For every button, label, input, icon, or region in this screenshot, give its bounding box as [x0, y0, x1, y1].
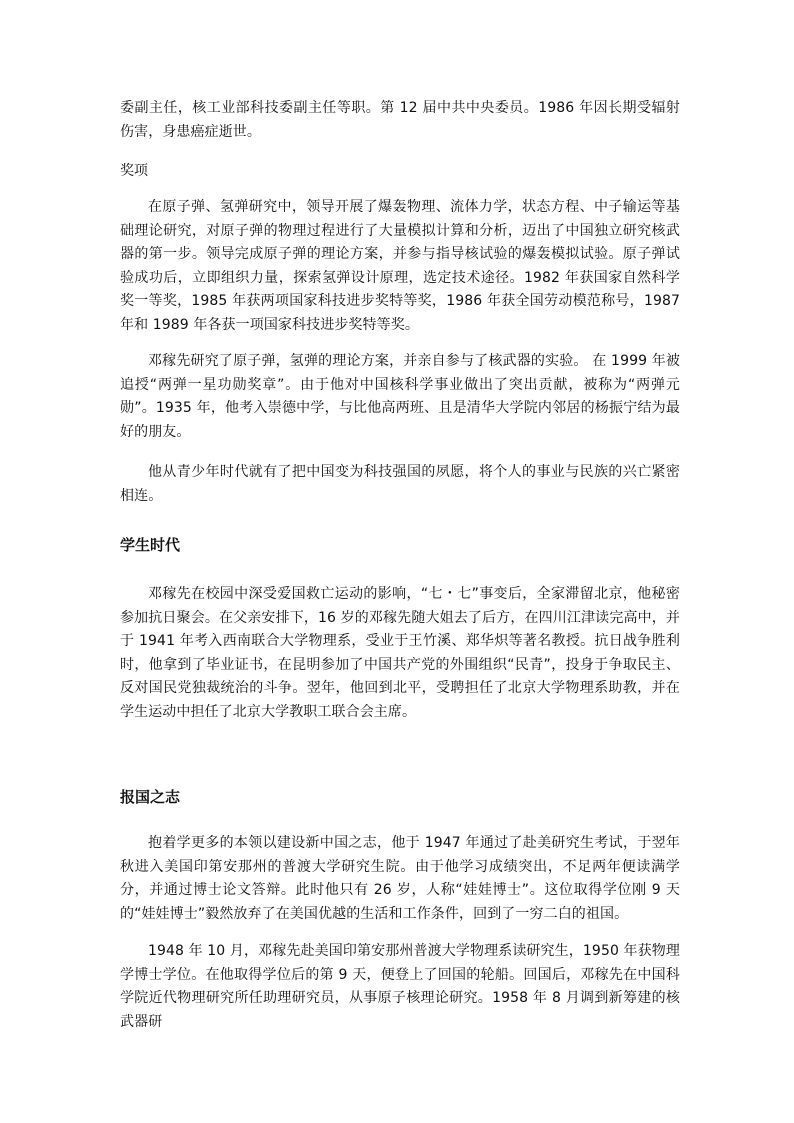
- student-era-heading: 学生时代: [120, 536, 181, 554]
- patriot-paragraph-2: 1948 年 10 月，邓稼先赴美国印第安那州普渡大学物理系读研究生，1950 年获物理学博士学位。在他取得学位后的第 9 天，便登上了回国的轮船。回国后，邓稼先在中国科学院近代物理研究所任助理研究员，从事原子核理论研究。1958 年 8 月调到新筹建的核武器研: [120, 943, 680, 1030]
- awards-paragraph-2: 邓稼先研究了原子弹，氢弹的理论方案，并亲自参与了核武器的实验。 在 1999 年被追授“两弹一星功勋奖章”。由于他对中国核科学事业做出了突出贡献，被称为“两弹元勋”。1935 年，他考入崇德中学，与比他高两班、且是清华大学院内邻居的杨振宁结为最好的朋友。: [120, 353, 680, 440]
- awards-paragraph-1: 在原子弹、氢弹研究中，领导开展了爆轰物理、流体力学，状态方程、中子输运等基础理论研究，对原子弹的物理过程进行了大量模拟计算和分析，迈出了中国独立研究核武器的第一步。领导完成原子弹的理论方案，并参与指导核试验的爆轰模拟试验。原子弹试验成功后，立即组织力量，探索氢弹设计原理，选定技术途径。1982 年获国家自然科学奖一等奖，1985 年获两项国家科技进步奖特等奖，1986 年获全国劳动模范称号，1987 年和 1989 年各获一项国家科技进步奖特等奖。: [120, 199, 680, 333]
- student-era-paragraph: 邓稼先在校园中深受爱国救亡运动的影响，“七・七”事变后，全家滞留北京，他秘密参加抗日聚会。在父亲安排下，16 岁的邓稼先随大姐去了后方，在四川江津读完高中，并于 1941 年考入西南联合大学物理系，受业于王竹溪、郑华炽等著名教授。抗日战争胜利时，他拿到了毕业证书，在昆明参加了中国共产党的外围组织“民青”，投身于争取民主、反对国民党独裁统治的斗争。翌年，他回到北平，受聘担任了北京大学物理系助教，并在学生运动中担任了北京大学教职工联合会主席。: [120, 586, 680, 720]
- awards-label: 奖项: [120, 163, 148, 179]
- patriot-paragraph-1: 抱着学更多的本领以建设新中国之志，他于 1947 年通过了赴美研究生考试，于翌年秋进入美国印第安那州的普渡大学研究生院。由于他学习成绩突出，不足两年便读满学分，并通过博士论文答辩。此时他只有 26 岁，人称“娃娃博士”。这位取得学位刚 9 天的“娃娃博士”毅然放弃了在美国优越的生活和工作条件，回到了一穷二白的祖国。: [120, 835, 680, 922]
- patriot-heading: 报国之志: [120, 788, 181, 806]
- awards-paragraph-3: 他从青少年时代就有了把中国变为科技强国的夙愿，将个人的事业与民族的兴亡紧密相连。: [120, 464, 680, 504]
- intro-paragraph: 委副主任，核工业部科技委副主任等职。第 12 届中共中央委员。1986 年因长期受辐射伤害，身患癌症逝世。: [120, 100, 680, 140]
